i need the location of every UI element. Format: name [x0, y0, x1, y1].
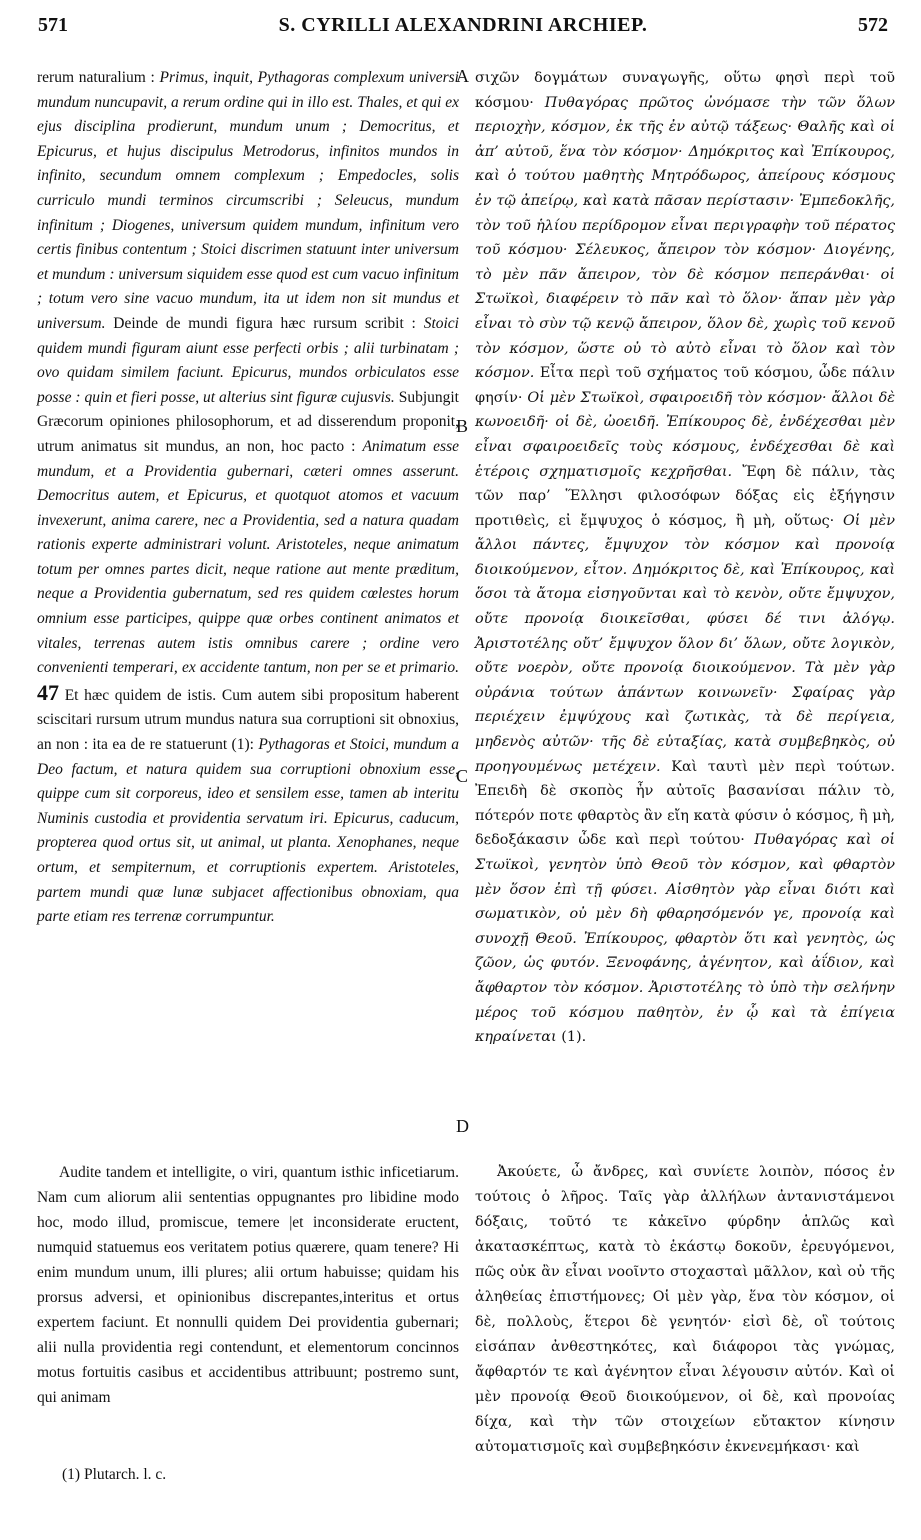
greek-quote: Οἱ μὲν Στωϊκοὶ, σφαιροειδῆ τὸν κόσμον· ἄλλοι δὲ κωνοειδῆ· οἱ δὲ, ὠοειδῆ. Ἐπίκουρος δὲ, ἐνδέχεσθαι μὲν εἶναι σφαιροειδεῖς τοὺς κόσμους, ἐνδέχεσθαι δὲ καὶ ἑτέροις σχηματισμοῖς κεχρῆσθαι. — [475, 389, 895, 480]
running-title: S. CYRILLI ALEXANDRINI ARCHIEP. — [278, 14, 648, 36]
latin-text: Subjungit Græcorum opiniones philosophorum, et ad disserendum proponit, utrum animatus sit mundus, an non, hoc pacto : — [37, 388, 459, 455]
footnote: (1) Plutarch. l. c. — [62, 1466, 167, 1483]
margin-marker-d: D — [456, 1116, 469, 1136]
latin-paragraph-1 — [37, 66, 459, 930]
greek-text: Ἔφη δὲ πάλιν, τὰς τῶν παρ’ Ἕλλησι φιλοσόφων δόξας εἰς ἐξήγησιν προτιθεὶς, εἰ ἔμψυχος ὁ κόσμος, ἢ μὴ, οὕτως· — [475, 463, 895, 529]
greek-quote: Πυθαγόρας καὶ οἱ Στωϊκοὶ, γενητὸν ὑπὸ Θεοῦ τὸν κόσμον, καὶ φθαρτὸν μὲν ὅσον ἐπὶ τῇ φύσει. Αἰσθητὸν γὰρ εἶναι διότι καὶ σωματικὸν, οὐ μὲν δὴ φθαρησόμενόν γε, προνοίᾳ καὶ συνοχῇ Θεοῦ. Ἐπίκουρος, φθαρτὸν ὅτι καὶ γενητὸς, ὡς ζῶον, ὡς φυτόν. Ξενοφάνης, ἀγένητον, καὶ ἀΐδιον, καὶ ἄφθαρτον τὸν κόσμον. Ἀριστοτέλης τὸ ὑπὸ τὴν σελήνην μέρος τοῦ κόσμου παθητὸν, ἐν ᾧ καὶ τὰ ἐπίγεια κηραίνεται — [475, 832, 896, 1046]
latin-text: rerum naturalium : — [37, 69, 160, 86]
greek-column — [475, 66, 895, 1050]
latin-text: Et hæc quidem de istis. Cum autem sibi propositum haberent sciscitari rursum utrum mundus natura sua corruptioni sit obnoxius, an non : ita ea de re statuerunt (1): — [37, 686, 459, 754]
right-page-number: 572 — [858, 14, 888, 36]
latin-quote: Animatum esse mundum, et a Providentia gubernari, cæteri omnes asserunt. Democritus autem, et Epicurus, et quotquot atomos et vacuum invexerunt, anima carere, nec a Providentia, sed a natura quadam rationis experte administrari volunt. Aristoteles, neque animatum totum per omnes partes dicit, neque ratione aut mente præditum, neque a Providentia gubernatum, sed res quidem cœlestes horum omnium esse participes, quippe quæ orbes continent animatos et vitales, terrenas autem istis omnibus carere ; ordine vero convenienti temperari, ex accidente tantum, non per se et primario. — [37, 437, 459, 677]
footnote-ref: (1). — [556, 1029, 587, 1046]
left-page-number: 571 — [38, 14, 68, 36]
margin-marker-a: A — [456, 66, 469, 86]
greek-text: σιχῶν δογμάτων συναγωγῆς, οὕτω φησὶ περὶ τοῦ κόσμου· — [475, 70, 895, 111]
greek-paragraph-2: Ἀκούετε, ὦ ἄνδρες, καὶ συνίετε λοιπὸν, πόσος ἐν τούτοις ὁ λῆρος. Ταῖς γὰρ ἀλλήλων ἀντανιστάμενοι δόξαις, τοῦτό τε κἀκεῖνο φύρδην ἁπλῶς καὶ ἀκατασκέπτως, κατὰ τὸ ἑκάστῳ δοκοῦν, ἐρευγόμενοι, πῶς οὐκ ἂν εἶναι νοοῖντο στοχασταὶ μᾶλλον, καὶ οὐ τῆς ἀληθείας ἐπιστήμονες; Οἱ μὲν γὰρ, ἕνα τὸν κόσμον, οἱ δὲ, πολλοὺς, ἕτεροι δὲ γενητόν· εἰσὶ δὲ, οἳ τούτοις εἰσάπαν ἀνθεστηκότες, καὶ διάφοροι τὰς γνώμας, ἄφθαρτόν τε καὶ ἀγένητον εἶναι λέγουσιν αὐτόν. Καὶ οἱ μὲν προνοίᾳ Θεοῦ διοικούμενον, οἱ δὲ, καὶ προνοίας δίχα, καὶ τὴν τῶν στοιχείων εὔτακτον κίνησιν αὐτοματισμοῖς καὶ συμβεβηκόσιν ἐκνενεμήκασι· καὶ — [475, 1164, 895, 1455]
latin-quote: Pythagoras et Stoici, mundum a Deo factum, et natura quidem sua corruptioni obnoxium esse, quippe cum sit corporeus, ideo et sensilem esse, tamen ab interitu Numinis custodia et providentia servatum iri. Epicurus, caducum, propterea quod ortus sit, ut animal, ut planta. Xenophanes, neque ortum, et sempiternum, et corruptionis expertem. Aristoteles, partem mundi quæ lunæ subjacet affectionibus obnoxiam, qua parte etiam res terrenæ corrumpuntur. — [37, 736, 459, 926]
greek-quote: Οἱ μὲν ἄλλοι πάντες, ἔμψυχον τὸν κόσμον καὶ προνοίᾳ διοικούμενον, εἶτον. Δημόκριτος δὲ, καὶ Ἐπίκουρος, καὶ ὅσοι τὰ ἄτομα εἰσηγοῦνται καὶ τὸ κενὸν, οὔτε ἔμψυχον, οὔτε προνοίᾳ διοικεῖσθαι, φύσει δέ τινι ἀλόγῳ. Ἀριστοτέλης οὔτ’ ἔμψυχον ὅλον δι’ ὅλων, οὔτε λογικὸν, οὔτε νοερὸν, οὔτε προνοίᾳ διοικούμενον. Τὰ μὲν γὰρ οὐράνια τούτων ἁπάντων κοινωνεῖν· Σφαίρας γὰρ περιέχειν ἐμψύχους καὶ ζωτικὰς, τὰ δὲ περίγεια, μηδενὸς αὐτῶν· τῆς δὲ εὐταξίας, κατὰ συμβεβηκὸς, οὐ προηγουμένως μετέχειν. — [475, 512, 895, 775]
greek-quote: Πυθαγόρας πρῶτος ὠνόμασε τὴν τῶν ὅλων περιοχὴν, κόσμον, ἐκ τῆς ἐν αὐτῷ τάξεως· Θαλῆς καὶ οἱ ἀπ’ αὐτοῦ, ἕνα τὸν κόσμον· Δημόκριτος καὶ Ἐπίκουρος, καὶ ὁ τούτου μαθητὴς Μητρόδωρος, ἀπείρους κόσμους ἐν τῷ ἀπείρῳ, καὶ κατὰ πᾶσαν περίστασιν· Ἐμπεδοκλῆς, τὸν τοῦ ἡλίου περίδρομον εἶναι περιγραφὴν τοῦ πέρατος τοῦ κόσμου· Σέλευκος, ἄπειρον τὸν κόσμον· Διογένης, τὸ μὲν πᾶν ἄπειρον, τὸν δὲ κόσμον πεπεράνθαι· οἱ Στωϊκοὶ, διαφέρειν τὸ πᾶν καὶ τὸ ὅλον· ἅπαν μὲν γὰρ εἶναι τὸ σὺν τῷ κενῷ ἄπειρον, ὅλον δὲ, χωρὶς τοῦ κενοῦ τὸν κόσμον, ὥστε οὐ τὸ αὐτὸ εἶναι τὸ ὅλον καὶ τὸν κόσμον. — [475, 94, 895, 382]
latin-quote: Primus, inquit, Pythagoras complexum universi mundum nuncupavit, a rerum ordine qui in illo est. Thales, et qui ex ejus disciplina prodierunt, mundum unum ; Democritus, et Epicurus, et hujus discipulus Metrodorus, infinitos mundos in infinito, secundum omnem complexum ; Empedocles, solis curriculo mundi terminos circumscribi ; Seleucus, mundum infinitum ; Diogenes, universum quidem mundum, infinitum vero certis finibus contentum ; Stoici discrimen statuunt inter universum et mundum : universum siquidem esse quod est cum vacuo infinitum ; totum vero sine vacuo mundum, ita ut idem non sit mundus et universum. — [37, 69, 459, 332]
margin-marker-c: C — [456, 766, 469, 786]
latin-column — [37, 66, 459, 930]
latin-quote: Stoici quidem mundi figuram aiunt esse perfecti orbis ; alii turbinatam ; ovo quidam similem faciunt. Epicurus, mundos orbiculatos esse posse : quin et fieri posse, ut alterius sint figuræ cujusvis. — [37, 314, 459, 406]
latin-paragraph-2: Audite tandem et intelligite, o viri, quantum isthic inficetiarum. Nam cum aliorum alii sententias oppugnantes pro libidine modo hoc, modo illud, promiscue, temere |et inconsiderate eructent, numquid statuemus eos veritatem potius quærere, quam tenere? Hi enim mundum unum, illi plures; alii ortum habuisse; quidam his prorsus adversi, et opinionibus discrepantes,interitus et ortus expertem faciunt. Et nonnulli quidem Dei providentia gubernari; alii nulla providentia regi contendunt, et elementorum concinnos motus fortuitis casibus et accidentibus attribuunt; postremo sunt, qui animam — [37, 1164, 459, 1406]
section-number: 47 — [37, 679, 59, 705]
greek-text: Εἶτα περὶ τοῦ σχήματος τοῦ κόσμου, ὧδε πάλιν φησίν· — [475, 365, 895, 406]
margin-marker-b: B — [456, 416, 469, 436]
greek-text: Καὶ ταυτὶ μὲν περὶ τούτων. Ἐπειδὴ δὲ σκοπὸς ἦν αὐτοῖς βασανίσαι πάλιν τὸ, πότερόν ποτε φθαρτὸς ἂν εἴη κατὰ φύσιν ὁ κόσμος, ἢ μὴ, δεδοξάκασιν ὧδε καὶ περὶ τούτου· — [475, 758, 895, 849]
latin-text: Deinde de mundi figura hæc rursum scribit : — [105, 314, 424, 332]
page-header — [38, 8, 888, 44]
greek-paragraph-1 — [475, 66, 895, 1050]
